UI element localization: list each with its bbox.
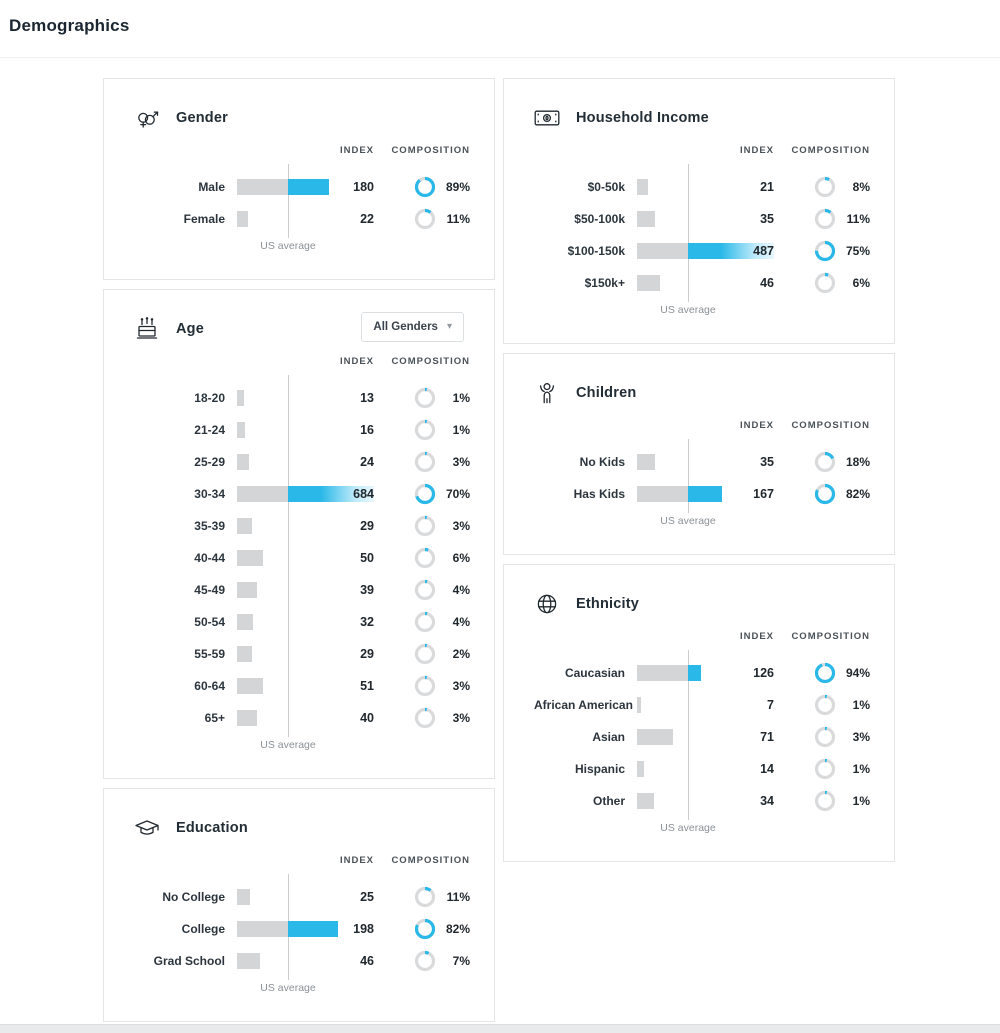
composition-donut — [814, 272, 836, 294]
bar-base-segment — [237, 390, 244, 406]
card-header — [504, 565, 894, 617]
child-icon — [534, 380, 560, 406]
index-value: 487 — [753, 244, 774, 258]
composition-donut — [814, 790, 836, 812]
category-label: 30-34 — [194, 487, 225, 501]
composition-column-header: COMPOSITION — [791, 630, 870, 642]
composition-value: 6% — [852, 276, 870, 290]
page-header — [0, 0, 1000, 58]
index-value: 35 — [760, 455, 774, 469]
rows — [134, 382, 470, 734]
index-value: 684 — [353, 487, 374, 501]
index-value: 35 — [760, 212, 774, 226]
index-value: 32 — [360, 615, 374, 629]
composition-donut — [814, 208, 836, 230]
composition-donut — [414, 451, 436, 473]
index-column-header: INDEX — [739, 419, 774, 431]
composition-donut — [414, 387, 436, 409]
category-label: 50-54 — [194, 615, 225, 629]
index-value: 7 — [767, 698, 774, 712]
chart-row — [534, 785, 870, 817]
chart-body — [104, 382, 494, 756]
category-label: $150k+ — [584, 276, 625, 290]
index-column-header: INDEX — [339, 355, 374, 367]
chart-row — [134, 510, 470, 542]
chevron-down-icon: ▾ — [446, 321, 452, 332]
us-average-row — [534, 510, 870, 532]
composition-donut — [814, 240, 836, 262]
index-value: 46 — [360, 954, 374, 968]
ethnicity-card — [503, 564, 895, 862]
composition-value: 82% — [445, 922, 470, 936]
index-value: 24 — [360, 455, 374, 469]
rows — [534, 657, 870, 817]
category-label: 60-64 — [194, 679, 225, 693]
graduation-cap-icon — [134, 815, 160, 841]
composition-donut — [814, 726, 836, 748]
index-value: 40 — [360, 711, 374, 725]
category-label: 40-44 — [194, 551, 225, 565]
composition-value: 94% — [845, 666, 870, 680]
household-income-card — [503, 78, 895, 344]
index-value: 71 — [760, 730, 774, 744]
chart-row — [534, 171, 870, 203]
bar-base-segment — [237, 953, 260, 969]
index-value: 29 — [360, 519, 374, 533]
index-value: 21 — [760, 180, 774, 194]
bar-base-segment — [237, 454, 249, 470]
card-header — [104, 290, 494, 342]
index-value: 14 — [760, 762, 774, 776]
category-label: 55-59 — [194, 647, 225, 661]
index-value: 51 — [360, 679, 374, 693]
composition-value: 2% — [452, 647, 470, 661]
chart-row — [534, 689, 870, 721]
dropdown-value: All Genders — [373, 321, 438, 333]
category-label: Grad School — [153, 954, 225, 968]
column-headers — [504, 141, 894, 159]
category-label: 65+ — [204, 711, 225, 725]
bar-base-segment — [637, 211, 655, 227]
card-title: Ethnicity — [576, 596, 640, 612]
card-title: Age — [176, 321, 204, 337]
composition-donut — [814, 694, 836, 716]
composition-value: 11% — [446, 212, 470, 226]
index-value: 126 — [753, 666, 774, 680]
chart-row — [134, 446, 470, 478]
education-card — [103, 788, 495, 1022]
bar-base-segment — [237, 179, 288, 195]
category-label: 35-39 — [194, 519, 225, 533]
dashboard — [0, 58, 1000, 1022]
composition-value: 4% — [452, 583, 470, 597]
composition-donut — [814, 451, 836, 473]
us-average-label: US average — [260, 982, 316, 994]
composition-value: 11% — [446, 890, 470, 904]
card-title: Household Income — [576, 110, 709, 126]
us-average-row — [534, 817, 870, 839]
chart-row — [134, 203, 470, 235]
composition-value: 6% — [452, 551, 470, 565]
bar-base-segment — [237, 646, 252, 662]
chart-row — [534, 478, 870, 510]
composition-column-header: COMPOSITION — [391, 355, 470, 367]
index-column-header: INDEX — [339, 854, 374, 866]
chart-row — [134, 945, 470, 977]
composition-value: 1% — [852, 794, 870, 808]
bar-base-segment — [637, 761, 644, 777]
chart-row — [534, 267, 870, 299]
chart-row — [134, 670, 470, 702]
category-label: Male — [198, 180, 225, 194]
chart-body — [104, 881, 494, 999]
composition-donut — [414, 918, 436, 940]
chart-row — [134, 913, 470, 945]
children-card — [503, 353, 895, 555]
index-value: 39 — [360, 583, 374, 597]
index-value: 46 — [760, 276, 774, 290]
composition-value: 1% — [452, 391, 470, 405]
bar-base-segment — [237, 921, 288, 937]
composition-value: 3% — [452, 519, 470, 533]
index-value: 25 — [360, 890, 374, 904]
category-label: Hispanic — [574, 762, 625, 776]
birthday-cake-icon — [134, 316, 160, 342]
composition-value: 3% — [452, 455, 470, 469]
composition-donut — [414, 176, 436, 198]
us-average-label: US average — [660, 304, 716, 316]
composition-value: 1% — [852, 762, 870, 776]
composition-donut — [814, 758, 836, 780]
composition-value: 4% — [452, 615, 470, 629]
right-column — [503, 78, 895, 862]
index-column-header: INDEX — [739, 144, 774, 156]
us-average-label: US average — [260, 739, 316, 751]
chart-row — [534, 203, 870, 235]
chart-row — [534, 657, 870, 689]
card-title: Gender — [176, 110, 228, 126]
composition-value: 75% — [845, 244, 870, 258]
column-headers — [104, 141, 494, 159]
composition-donut — [814, 662, 836, 684]
category-label: Has Kids — [573, 487, 625, 501]
rows — [134, 171, 470, 235]
bar-base-segment — [637, 486, 688, 502]
index-value: 13 — [360, 391, 374, 405]
chart-row — [134, 606, 470, 638]
bar-base-segment — [237, 518, 252, 534]
category-label: Female — [183, 212, 225, 226]
banknote-icon — [534, 105, 560, 131]
index-value: 180 — [353, 180, 374, 194]
gender-card — [103, 78, 495, 280]
composition-donut — [414, 886, 436, 908]
index-value: 198 — [353, 922, 374, 936]
composition-donut — [414, 643, 436, 665]
composition-value: 82% — [845, 487, 870, 501]
bar-base-segment — [237, 486, 288, 502]
bar-base-segment — [237, 614, 253, 630]
composition-donut — [414, 707, 436, 729]
category-label: $50-100k — [574, 212, 625, 226]
index-column-header: INDEX — [339, 144, 374, 156]
bar-base-segment — [637, 697, 641, 713]
bar-base-segment — [237, 550, 263, 566]
category-label: African American — [534, 698, 633, 712]
bar-base-segment — [637, 243, 688, 259]
category-label: 25-29 — [194, 455, 225, 469]
chart-row — [534, 235, 870, 267]
category-label: 21-24 — [194, 423, 225, 437]
composition-value: 18% — [845, 455, 870, 469]
category-label: $100-150k — [567, 244, 625, 258]
us-average-label: US average — [260, 240, 316, 252]
us-average-row — [134, 977, 470, 999]
us-average-row — [534, 299, 870, 321]
category-label: College — [181, 922, 225, 936]
chart-body — [504, 657, 894, 839]
us-average-row — [134, 235, 470, 257]
composition-value: 1% — [852, 698, 870, 712]
composition-value: 1% — [452, 423, 470, 437]
category-label: No Kids — [579, 455, 625, 469]
composition-column-header: COMPOSITION — [391, 854, 470, 866]
left-column — [103, 78, 495, 1022]
category-label: Asian — [592, 730, 625, 744]
rows — [534, 446, 870, 510]
composition-value: 11% — [846, 212, 870, 226]
page-title: Demographics — [9, 16, 130, 35]
chart-row — [534, 446, 870, 478]
us-average-label: US average — [660, 822, 716, 834]
bar-base-segment — [237, 211, 248, 227]
chart-body — [504, 171, 894, 321]
window-bottom-edge — [0, 1024, 1000, 1033]
chart-row — [134, 638, 470, 670]
composition-value: 3% — [452, 679, 470, 693]
bar-base-segment — [637, 665, 688, 681]
composition-donut — [414, 208, 436, 230]
rows — [134, 881, 470, 977]
index-value: 16 — [360, 423, 374, 437]
composition-donut — [814, 176, 836, 198]
composition-donut — [414, 611, 436, 633]
bar-base-segment — [237, 422, 245, 438]
chart-body — [104, 171, 494, 257]
card-header — [104, 789, 494, 841]
composition-value: 7% — [452, 954, 470, 968]
composition-donut — [414, 419, 436, 441]
bar-base-segment — [637, 179, 648, 195]
column-headers — [504, 627, 894, 645]
chart-row — [134, 542, 470, 574]
category-label: No College — [162, 890, 225, 904]
chart-row — [134, 574, 470, 606]
bar-base-segment — [237, 889, 250, 905]
chart-row — [534, 753, 870, 785]
column-headers — [104, 851, 494, 869]
bar-base-segment — [637, 454, 655, 470]
rows — [534, 171, 870, 299]
composition-value: 8% — [852, 180, 870, 194]
column-headers — [504, 416, 894, 434]
bar-above-average-segment — [288, 179, 329, 195]
globe-icon — [534, 591, 560, 617]
chart-row — [134, 171, 470, 203]
chart-row — [534, 721, 870, 753]
composition-column-header: COMPOSITION — [791, 144, 870, 156]
gender-filter-dropdown[interactable] — [361, 312, 464, 342]
bar-base-segment — [237, 710, 257, 726]
composition-column-header: COMPOSITION — [791, 419, 870, 431]
category-label: 18-20 — [194, 391, 225, 405]
card-title: Education — [176, 820, 248, 836]
chart-row — [134, 478, 470, 510]
category-label: 45-49 — [194, 583, 225, 597]
chart-row — [134, 414, 470, 446]
bar-base-segment — [237, 678, 263, 694]
index-value: 167 — [753, 487, 774, 501]
chart-body — [504, 446, 894, 532]
composition-donut — [414, 515, 436, 537]
card-header — [504, 354, 894, 406]
composition-value: 3% — [852, 730, 870, 744]
index-value: 34 — [760, 794, 774, 808]
index-column-header: INDEX — [739, 630, 774, 642]
gender-icon — [134, 105, 160, 131]
composition-value: 3% — [452, 711, 470, 725]
card-header — [104, 79, 494, 131]
bar-base-segment — [237, 582, 257, 598]
composition-donut — [414, 675, 436, 697]
bar-base-segment — [637, 729, 673, 745]
bar-above-average-segment — [688, 486, 722, 502]
category-label: Caucasian — [564, 666, 625, 680]
us-average-row — [134, 734, 470, 756]
bar-base-segment — [637, 275, 660, 291]
bar-base-segment — [637, 793, 654, 809]
chart-row — [134, 382, 470, 414]
composition-donut — [414, 547, 436, 569]
composition-donut — [414, 950, 436, 972]
category-label: Other — [592, 794, 625, 808]
column-headers — [104, 352, 494, 370]
index-value: 29 — [360, 647, 374, 661]
category-label: $0-50k — [587, 180, 625, 194]
composition-donut — [414, 579, 436, 601]
chart-row — [134, 881, 470, 913]
age-card — [103, 289, 495, 779]
composition-column-header: COMPOSITION — [391, 144, 470, 156]
card-title: Children — [576, 385, 637, 401]
composition-value: 89% — [445, 180, 470, 194]
chart-row — [134, 702, 470, 734]
index-value: 50 — [360, 551, 374, 565]
composition-value: 70% — [445, 487, 470, 501]
us-average-label: US average — [660, 515, 716, 527]
card-header — [504, 79, 894, 131]
composition-donut — [414, 483, 436, 505]
composition-donut — [814, 483, 836, 505]
index-value: 22 — [360, 212, 374, 226]
bar-above-average-segment — [688, 665, 701, 681]
